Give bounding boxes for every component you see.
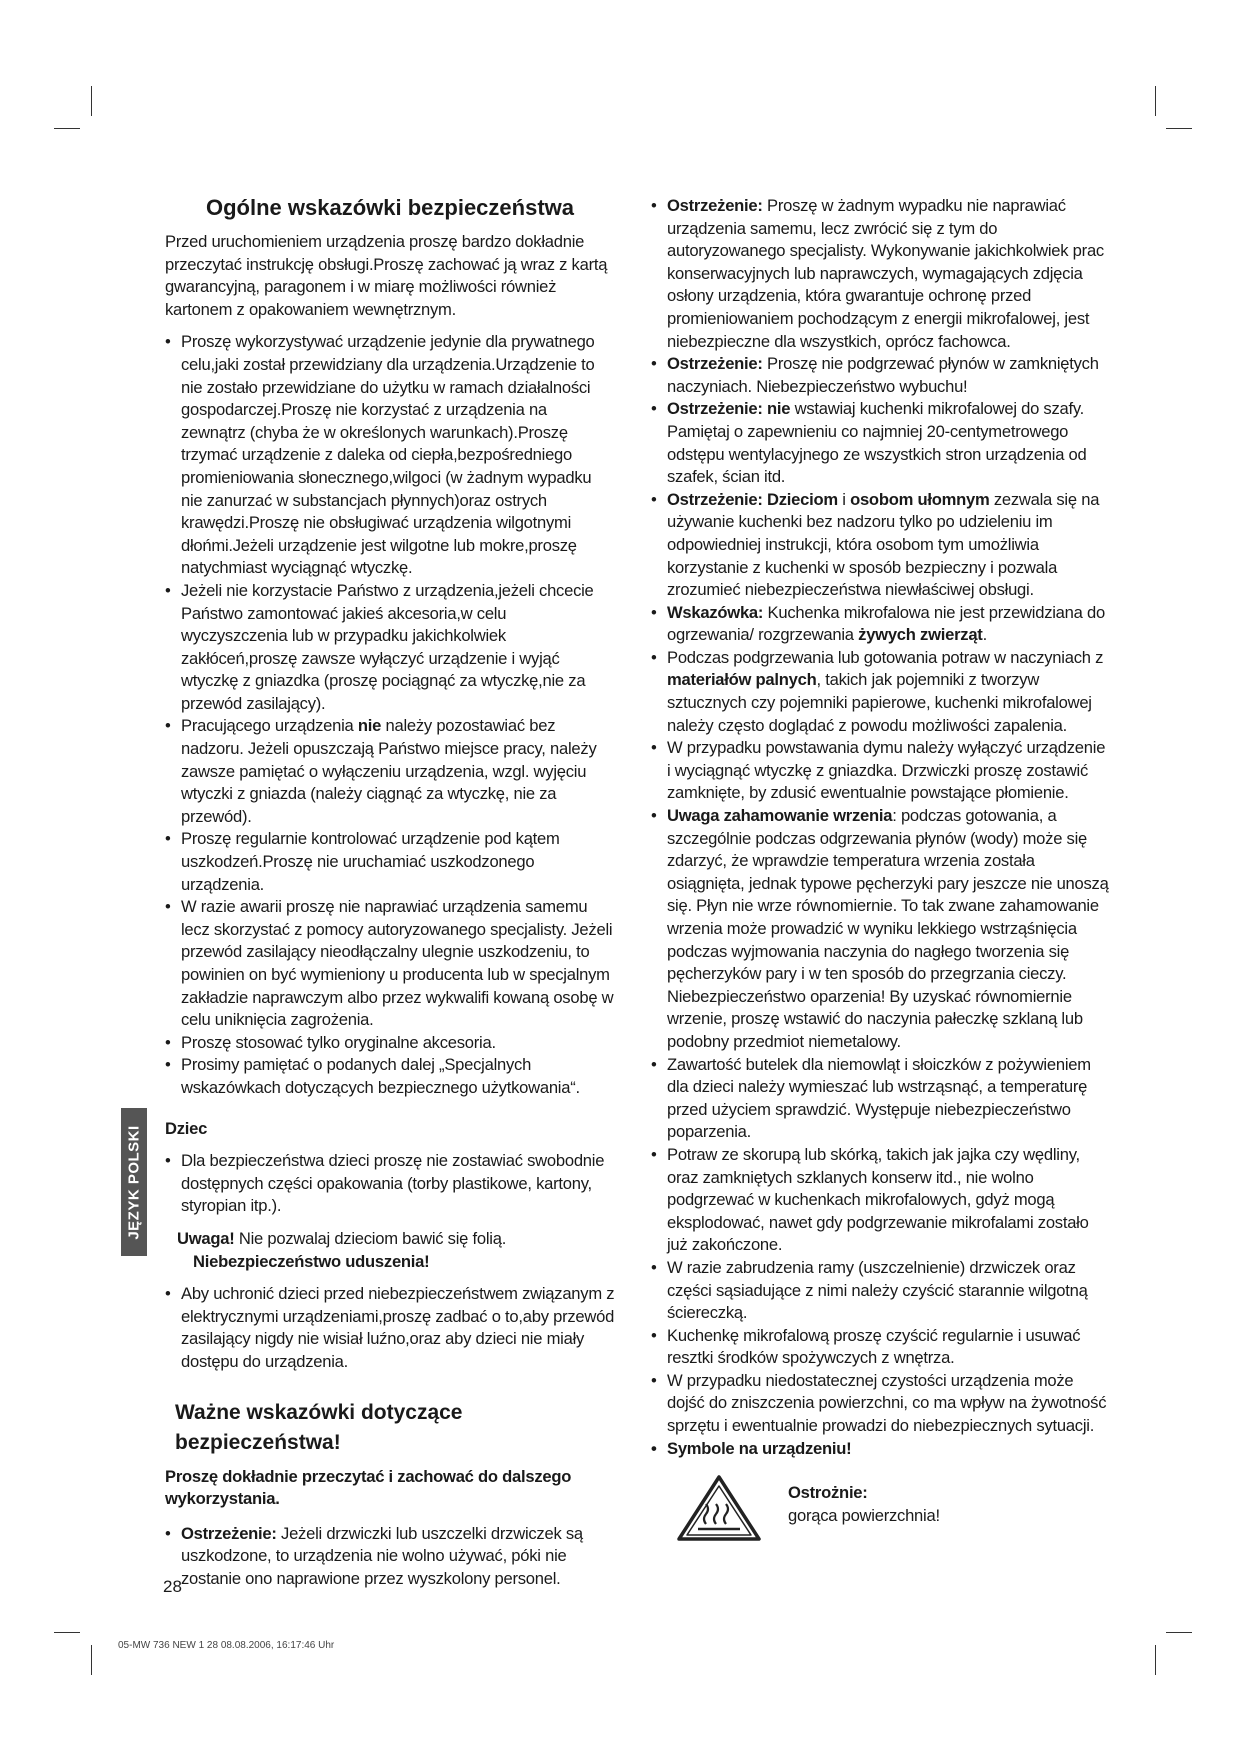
list-item: • W przypadku powstawania dymu należy wyłączyć urządzenie i wyciągnąć wtyczkę z gniazdka. Drzwiczki proszę zostawić zamknięte, by zdusić ewentualnie powstające płomienie. [651, 737, 1111, 805]
warning-label: Uwaga zahamowanie wrzenia [667, 806, 893, 826]
children-heading: Dziec [165, 1118, 208, 1138]
list-item [651, 647, 1111, 737]
right-column [651, 195, 1111, 1542]
list-item [651, 602, 1111, 647]
text: Kuchenka mikrofalowa nie jest przewidziana do ogrzewania/ rozgrzewania [667, 602, 1105, 645]
warning-label: Ostrzeżenie: Dzieciom [667, 489, 838, 509]
list-item: • Proszę stosować tylko oryginalne akcesoria. [165, 1032, 615, 1055]
section-subtitle: Proszę dokładnie przeczytać i zachować do dalszego wykorzystania. [165, 1466, 572, 1509]
warning-label: Ostrzeżenie: nie [667, 399, 791, 419]
children-list-2 [165, 1283, 615, 1373]
text: . [982, 625, 987, 645]
list-item [651, 195, 1111, 353]
note-label: Uwaga! [177, 1228, 235, 1248]
crop-mark [1155, 1645, 1156, 1675]
list-item: • W razie zabrudzenia ramy (uszczelnienie) drzwiczek oraz części sąsiadujące z nimi należy czyścić starannie wilgotną ściereczką. [651, 1257, 1111, 1325]
symbol-label: Ostrożnie: [788, 1483, 868, 1503]
left-column [165, 193, 615, 1590]
page-title: Ogólne wskazówki bezpieczeństwa [206, 195, 574, 220]
text: Podczas podgrzewania lub gotowania potraw w naczyniach z [667, 647, 1104, 667]
list-item: • Dla bezpieczeństwa dzieci proszę nie zostawiać swobodnie dostępnych części opakowania (torby plastikowe, kartony, styropian itp.). [165, 1150, 615, 1218]
crop-mark [1155, 86, 1156, 116]
list-item [651, 805, 1111, 1054]
hint-label: Wskazówka: [667, 602, 764, 622]
crop-mark [91, 86, 92, 116]
crop-mark [54, 128, 80, 129]
list-item: • Symbole na urządzeniu! [651, 1438, 1111, 1461]
list-item: • W przypadku niedostatecznej czystości urządzenia może dojść do zniszczenia powierzchni, co ma wpływ na żywotność sprzętu i ewentualnie prowadzi do niebezpiecznych sytuacji. [651, 1370, 1111, 1438]
print-footer: 05-MW 736 NEW 1 28 08.08.2006, 16:17:46 Uhr [118, 1640, 335, 1651]
note-text: Nie pozwalaj dzieciom bawić się folią. [234, 1228, 507, 1248]
important-list [165, 1523, 615, 1591]
crop-mark [54, 1632, 80, 1633]
warning-label: Ostrzeżenie: [667, 354, 763, 374]
page-number: 28 [163, 1577, 182, 1596]
bold-text: nie [357, 716, 382, 736]
text: Jeżeli drzwiczki lub uszczelki drzwiczek są uszkodzone, to urządzenia nie wolno używać, póki nie zostanie ono naprawione przez wyszkolony personel. [181, 1523, 583, 1588]
language-tab-label: JĘZYK POLSKI [125, 1124, 143, 1240]
text: Proszę nie podgrzewać płynów w zamkniętych naczyniach. Niebezpieczeństwo wybuchu! [667, 354, 1099, 396]
general-list [165, 331, 615, 1099]
section-title: Ważne wskazówki dotyczące bezpieczeństwa! [175, 1400, 463, 1454]
list-item [651, 353, 1111, 398]
bold-text: osobom ułomnym [850, 489, 990, 509]
children-list [165, 1150, 615, 1218]
text: : podczas gotowania, a szczególnie podczas odgrzewania płynów (wody) może się zdarzyć, że wprawdzie temperatura wrzenia została osiągnięta, jednak typowe pęcherzyki pary jeszcze nie unoszą się. Płyn nie wrze równomiernie. To tak zwane zahamowanie wrzenia może prowadzić w wyniku lekkiego wstrząśnięcia podczas wyjmowania naczynia do nagłego tworzenia się pęcherzyków pary i w ten sposób do przegrzania cieczy. Niebezpieczeństwo oparzenia! By uzyskać równomiernie wrzenie, proszę wstawić do naczynia pałeczkę szklaną lub podobny przedmiot niemetalowy. [667, 806, 1109, 1051]
warning-note [177, 1228, 615, 1273]
warning-label: Ostrzeżenie: [667, 196, 763, 215]
list-item: • Prosimy pamiętać o podanych dalej „Specjalnych wskazówkach dotyczących bezpiecznego użytkowania“. [165, 1054, 615, 1099]
symbol-description [788, 1482, 940, 1527]
list-item [651, 489, 1111, 602]
list-item [165, 715, 615, 828]
text: wstawiaj kuchenki mikrofalowej do szafy. Pamiętaj o zapewnieniu co najmniej 20-centymetrowego odstępu wentylacyjnego ze wszystkich stron urządzenia od szafek, ścian itd. [667, 399, 1087, 487]
crop-mark [1166, 1632, 1192, 1633]
text: należy pozostawiać bez nadzoru. Jeżeli opuszczają Państwo miejsce pracy, należy zawsze pamiętać o wyłączeniu urządzenia, wzgl. wyjęciu wtyczki z gniazda (należy ciągnąć za wtyczkę, nie za przewód). [181, 716, 597, 826]
crop-mark [1166, 128, 1192, 129]
language-tab [121, 1108, 147, 1256]
text: , takich jak pojemniki z tworzyw sztucznych czy pojemniki papierowe, kuchenki mikrofalowej należy często doglądać z powodu możliwości zapalenia. [667, 670, 1092, 735]
list-item: • Potraw ze skorupą lub skórką, takich jak jajka czy wędliny, oraz zamkniętych szklanych konserw itd., nie wolno podgrzewać w kuchenkach mikrofalowych, gdyż mogą eksplodować, nawet gdy podgrzewanie mikrofalami zostało już zakończone. [651, 1144, 1111, 1257]
note-bold: Niebezpieczeństwo uduszenia! [193, 1251, 430, 1271]
list-item [651, 398, 1111, 488]
crop-mark [91, 1645, 92, 1675]
list-item: • Jeżeli nie korzystacie Państwo z urządzenia,jeżeli chcecie Państwo zamontować jakieś akcesoria,w celu wyczyszczenia lub w przypadku jakichkolwiek zakłóceń,proszę zawsze wyłączyć urządzenie i wyjąć wtyczkę z gniazdka (proszę pociągnąć za wtyczkę,nie za przewód zasilający). [165, 580, 615, 716]
text: i [837, 489, 851, 509]
intro-paragraph: Przed uruchomieniem urządzenia proszę bardzo dokładnie przeczytać instrukcję obsługi.Proszę zachować ją wraz z kartą gwarancyjną, paragonem i w miarę możliwości również kartonem z opakowaniem wewnętrznym. [165, 232, 608, 319]
list-item: • Zawartość butelek dla niemowląt i słoiczków z pożywieniem dla dzieci należy wymieszać lub wstrząsnąć, a temperaturę przed użyciem sprawdzić. Występuje niebezpieczeństwo poparzenia. [651, 1054, 1111, 1144]
list-item: • Kuchenkę mikrofalową proszę czyścić regularnie i usuwać resztki środków spożywczych z wnętrza. [651, 1325, 1111, 1370]
list-item: • Proszę regularnie kontrolować urządzenie pod kątem uszkodzeń.Proszę nie uruchamiać uszkodzonego urządzenia. [165, 828, 615, 896]
warning-label: Ostrzeżenie: [181, 1523, 277, 1543]
list-item: • W razie awarii proszę nie naprawiać urządzenia samemu lecz skorzystać z pomocy autoryzowanego specjalisty. Jeżeli przewód zasilający nieodłączalny ulegnie uszkodzeniu, to powinien on być wymieniony u producenta lub w specjalnym zakładzie naprawczym albo przez wykwalifi kowaną osobę w celu uniknięcia zagrożenia. [165, 896, 615, 1032]
list-item: • Proszę wykorzystywać urządzenie jedynie dla prywatnego celu,jaki został przewidziany dla urządzenia.Urządzenie to nie zostało przewidziane do użytku w ramach działalności gospodarczej.Proszę nie korzystać z urządzenia na zewnątrz (chyba że w określonych warunkach).Proszę trzymać urządzenie z daleka od ciepła,bezpośredniego promieniowania słonecznego,wilgoci (w żadnym wypadku nie zanurzać w substancjach płynnych)oraz ostrych krawędzi.Proszę nie obsługiwać urządzenia wilgotnymi dłońmi.Jeżeli urządzenie jest wilgotne lub mokre,proszę natychmiast wyciągnąć wtyczkę. [165, 331, 615, 580]
list-item [165, 1523, 615, 1591]
hot-surface-warning-icon [676, 1474, 762, 1542]
bold-text: żywych zwierząt [858, 625, 983, 645]
text: zezwala się na używanie kuchenki bez nadzoru tylko po udzieleniu im odpowiedniej instrukcji, która osobom tym umożliwia korzystanie z kuchenki w sposób bezpieczny i pozwala zrozumieć niebezpieczeństwa niewłaściwej obsługi. [667, 489, 1100, 600]
warnings-list [651, 195, 1111, 1460]
symbol-row [651, 1474, 1111, 1542]
text: Pracującego urządzenia [181, 716, 358, 736]
symbol-text: gorąca powierzchnia! [788, 1505, 940, 1525]
text: Proszę w żadnym wypadku nie naprawiać urządzenia samemu, lecz zwrócić się z tym do autoryzowanego specjalisty. Wykonywanie jakichkolwiek prac konserwacyjnych lub naprawczych, wymagających zdjęcia osłony urządzenia, która gwarantuje ochronę przed promieniowaniem pochodzącym z energii mikrofalowej, jest niebezpieczne dla wszystkich, oprócz fachowca. [667, 196, 1104, 351]
bold-text: materiałów palnych [667, 670, 817, 690]
list-item: • Aby uchronić dzieci przed niebezpieczeństwem związanym z elektrycznymi urządzeniami,proszę zadbać o to,aby przewód zasilający nigdy nie wisiał luźno,oraz aby dzieci nie miały dostępu do urządzenia. [165, 1283, 615, 1373]
